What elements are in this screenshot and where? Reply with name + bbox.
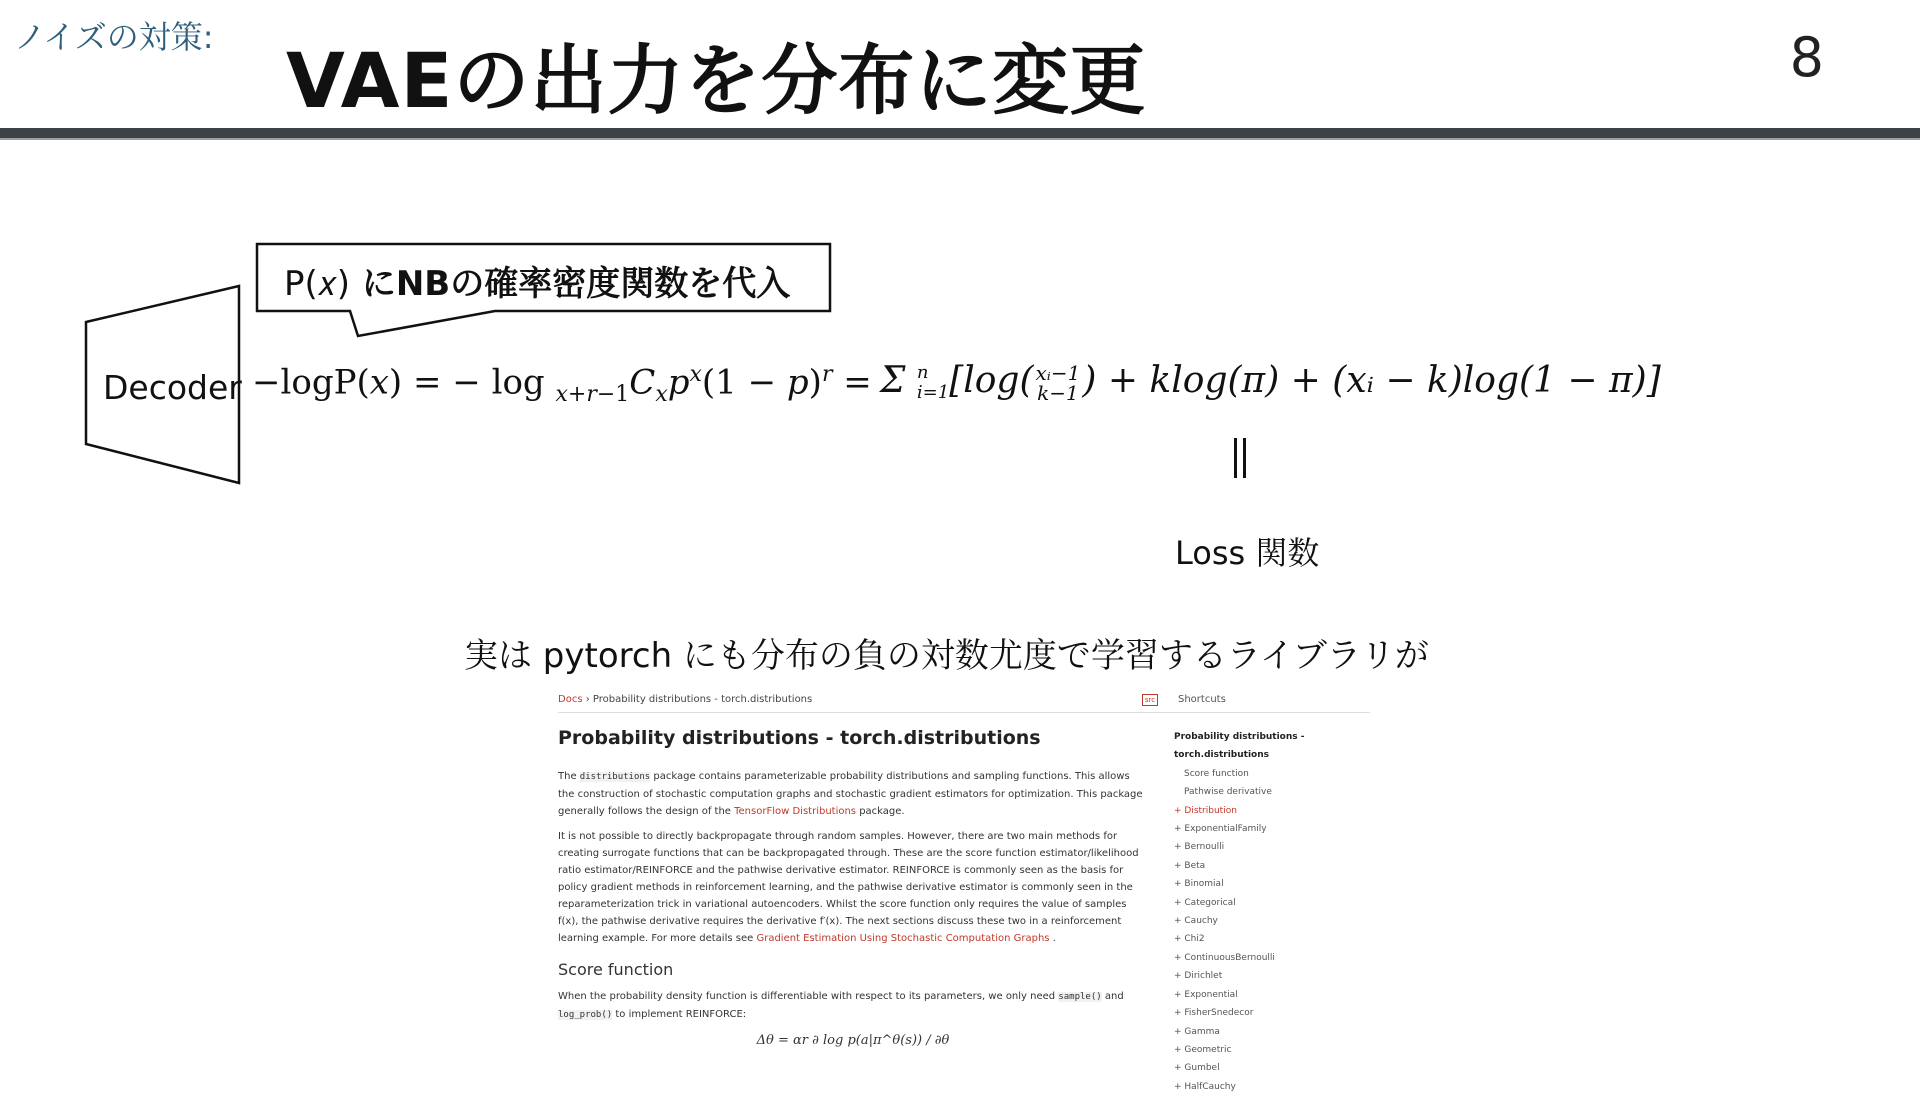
shortcuts-label: Shortcuts	[1178, 694, 1226, 705]
toc-item[interactable]: + Gumbel	[1174, 1063, 1220, 1074]
binom-top: xᵢ−1	[1035, 361, 1081, 385]
breadcrumb-docs-link[interactable]: Docs	[558, 694, 583, 705]
binomial	[1036, 363, 1081, 403]
toc-item[interactable]: + ExponentialFamily	[1174, 824, 1267, 835]
loss-sum-equation: Σ n i=1[log( xᵢ−1 k−1) + klog(π) + (xᵢ − k)log(1 − π)]	[880, 360, 1661, 405]
equation-comb-c-sub: 𝑥	[655, 382, 668, 408]
toc-item[interactable]: + Gamma	[1174, 1026, 1220, 1037]
tensorflow-distributions-link[interactable]: TensorFlow Distributions	[734, 806, 857, 817]
toc-item[interactable]: + Bernoulli	[1174, 842, 1225, 853]
equation-p: 𝑝	[667, 362, 690, 403]
docs-paragraph-1: The distributions package contains parameterizable probability distributions and sampling functions. This allows the construction of stochastic computation graphs and stochastic gradient estimators for optimization. This package generally follows the design of the TensorFlow Distributions package.	[558, 771, 1143, 817]
docs-body	[558, 768, 1148, 1049]
loss-label: Loss 関数	[1175, 534, 1320, 572]
slide-title: VAEの出力を分布に変更	[286, 36, 1147, 125]
sum-lower: i=1	[916, 382, 950, 403]
toc-item[interactable]: + Categorical	[1174, 897, 1236, 908]
toc-item[interactable]: + Beta	[1174, 860, 1206, 871]
decoder-label: Decoder	[103, 368, 242, 407]
nll-equation	[252, 362, 872, 407]
docs-breadcrumb	[558, 694, 812, 705]
callout-text	[284, 256, 790, 305]
binom-bottom: k−1	[1037, 381, 1079, 405]
sum-limits	[917, 363, 949, 403]
breadcrumb-current: › Probability distributions - torch.distributions	[582, 694, 813, 705]
sum-symbol: Σ	[880, 360, 906, 401]
docs-paragraph-2: It is not possible to directly backpropagate through random samples. However, there are two main methods for creating surrogate functions that can be backpropagated through. These are the score function estimator/likelihood ratio estimator/REINFORCE and the pathwise derivative estimator. REINFORCE is commonly seen as the basis for policy gradient methods in reinforcement learning, and the pathwise derivative estimator is commonly seen in the reparameterization trick in variational autoencoders. Whilst the score function only requires the value of samples f(x), the pathwise derivative requires the derivative f′(x). The next sections discuss these two in a reinforcement learning example. For more details see Gradient Estimation Using Stochastic Computation Graphs .	[558, 831, 1139, 944]
toc-item[interactable]: + Cauchy	[1174, 916, 1218, 927]
docs-paragraph-3: When the probability density function is differentiable with respect to its parameters, we only need sample() and log_prob() to implement REINFORCE:	[558, 991, 1124, 1020]
pytorch-note: 実は pytorch にも分布の負の対数尤度で学習するライブラリが	[464, 636, 1429, 676]
toc-item[interactable]: Score function	[1184, 768, 1249, 779]
docs-toc	[1174, 728, 1370, 1096]
toc-item[interactable]: + Binomial	[1174, 879, 1224, 890]
gradient-estimation-link[interactable]: Gradient Estimation Using Stochastic Computation Graphs	[756, 933, 1050, 944]
toc-item[interactable]: Probability distributions - torch.distributions	[1174, 732, 1305, 761]
vertical-equals-sign	[1234, 438, 1246, 478]
score-function-heading: Score function	[558, 960, 674, 979]
toc-item[interactable]: + Exponential	[1174, 989, 1238, 1000]
toc-item[interactable]: + Geometric	[1174, 1044, 1232, 1055]
title-divider	[0, 128, 1920, 140]
docs-title: Probability distributions - torch.distributions	[558, 727, 1041, 749]
callout-math: P(𝑥)	[284, 264, 350, 304]
toc-item[interactable]: + ContinuousBernoulli	[1174, 952, 1275, 963]
toc-item[interactable]: + Chi2	[1174, 934, 1205, 945]
callout-label: にNBの確率密度関数を代入	[349, 264, 791, 304]
toc-item[interactable]: + Dirichlet	[1174, 971, 1223, 982]
pytorch-docs-screenshot	[550, 690, 1372, 1092]
equation-r-sup: 𝑟	[821, 362, 833, 387]
toc-item[interactable]: + HalfCauchy	[1174, 1081, 1236, 1092]
toc-item[interactable]: + FisherSnedecor	[1174, 1008, 1254, 1019]
source-icon[interactable]: src	[1142, 694, 1158, 706]
reinforce-formula: Δθ = αr ∂ log p(a|π^θ(s)) / ∂θ	[756, 1033, 950, 1048]
toc-item[interactable]: + Distribution	[1174, 805, 1237, 816]
equation-one-minus-p: (1 − 𝑝)	[701, 362, 822, 403]
equation-equals: =	[832, 362, 872, 403]
docs-divider	[558, 712, 1370, 713]
sum-bracket-open: [log	[949, 360, 1020, 401]
sum-rest: + klog(π) + (xᵢ − k)log(1 − π)]	[1107, 360, 1661, 401]
equation-comb-c: 𝐶	[629, 362, 656, 403]
equation-comb-sub: 𝑥+𝑟−1	[555, 382, 630, 408]
equation-lhs: −logP(𝑥) = − log	[252, 362, 556, 403]
page-number: 8	[1789, 26, 1824, 89]
sum-upper: n	[916, 362, 929, 383]
equation-p-sup: 𝑥	[689, 362, 702, 387]
toc-item[interactable]: Pathwise derivative	[1184, 787, 1272, 798]
section-label: ノイズの対策:	[14, 18, 214, 56]
